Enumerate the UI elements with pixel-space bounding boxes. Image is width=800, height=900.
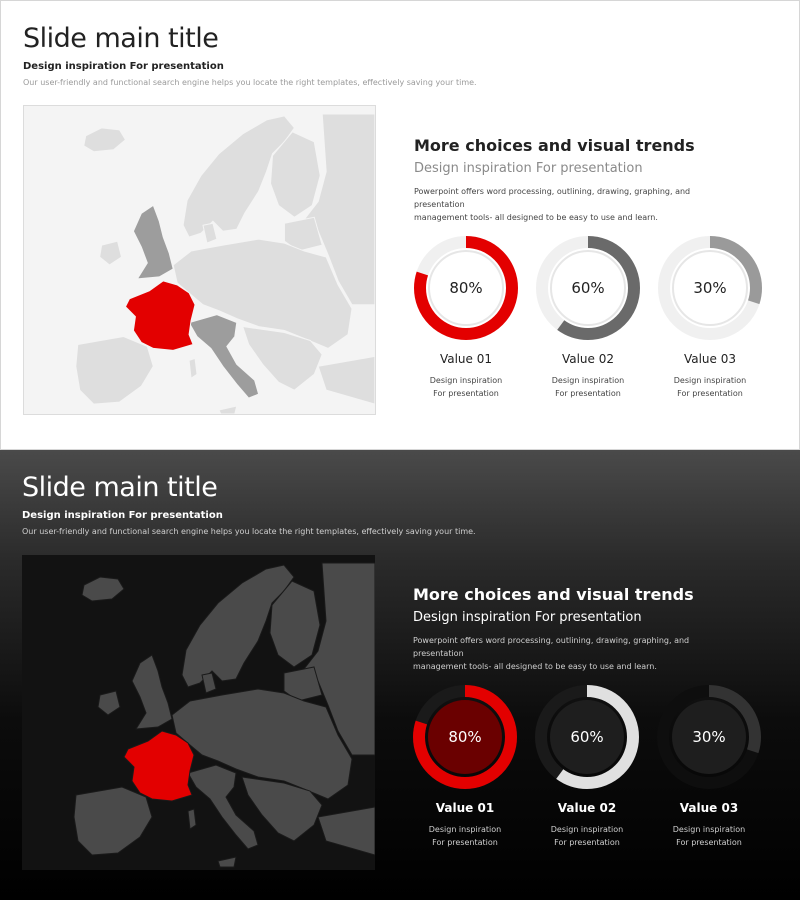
percent-label: 80% [448, 728, 482, 746]
section-body [414, 185, 734, 224]
europe-map-graphic [24, 106, 375, 414]
percent-label: 60% [570, 728, 604, 746]
section-heading: More choices and visual trends [414, 136, 695, 155]
value-description [534, 823, 640, 849]
value-description-line: Design inspiration [428, 825, 502, 834]
europe-map [23, 105, 376, 415]
percent-label: 30% [693, 279, 727, 297]
map-highlight-france [125, 281, 195, 351]
slide-title: Slide main title [22, 472, 218, 503]
value-description [535, 374, 641, 400]
map-highlight-france [124, 731, 194, 801]
value-description-line: Design inspiration [673, 376, 747, 385]
percent-label: 30% [692, 728, 726, 746]
percent-label: 60% [571, 279, 605, 297]
value-label: Value 01 [435, 801, 495, 815]
progress-ring-2 [534, 684, 640, 790]
value-label: Value 02 [557, 801, 617, 815]
section-body-line: Powerpoint offers word processing, outlining, drawing, graphing, and presentation [413, 636, 690, 658]
value-description-line: Design inspiration [672, 825, 746, 834]
value-label: Value 03 [679, 801, 739, 815]
europe-map [22, 555, 375, 870]
slide-dark [0, 450, 800, 900]
progress-ring-3 [656, 684, 762, 790]
slide-subtitle: Design inspiration For presentation [23, 61, 224, 72]
value-description [657, 374, 763, 400]
progress-ring-1 [412, 684, 518, 790]
value-description-line: Design inspiration [429, 376, 503, 385]
section-heading: More choices and visual trends [413, 585, 694, 604]
value-description-line: For presentation [433, 389, 499, 398]
section-subheading: Design inspiration For presentation [413, 610, 642, 625]
value-description-line: For presentation [432, 838, 498, 847]
value-description-line: For presentation [676, 838, 742, 847]
value-description [412, 823, 518, 849]
value-label: Value 03 [683, 352, 737, 366]
value-description-line: For presentation [555, 389, 621, 398]
section-body-line: management tools- all designed to be easy to use and learn. [413, 662, 657, 671]
value-description-line: For presentation [554, 838, 620, 847]
progress-ring-2 [535, 235, 641, 341]
section-body-line: Powerpoint offers word processing, outlining, drawing, graphing, and presentation [414, 187, 691, 209]
section-subheading: Design inspiration For presentation [414, 161, 643, 176]
value-description-line: Design inspiration [551, 376, 625, 385]
value-description [656, 823, 762, 849]
slide-subtitle: Design inspiration For presentation [22, 510, 223, 521]
value-label: Value 02 [561, 352, 615, 366]
section-body [413, 634, 733, 673]
section-body-line: management tools- all designed to be easy to use and learn. [414, 213, 658, 222]
percent-label: 80% [449, 279, 483, 297]
europe-map-graphic [22, 555, 375, 870]
value-label: Value 01 [439, 352, 493, 366]
progress-ring-1 [413, 235, 519, 341]
value-description-line: Design inspiration [550, 825, 624, 834]
progress-ring-3 [657, 235, 763, 341]
value-description [413, 374, 519, 400]
slide-description: Our user-friendly and functional search engine helps you locate the right templates, effectively saving your time. [22, 527, 476, 536]
slide-title: Slide main title [23, 23, 219, 54]
slide-description: Our user-friendly and functional search engine helps you locate the right templates, effectively saving your time. [23, 78, 477, 87]
value-description-line: For presentation [677, 389, 743, 398]
